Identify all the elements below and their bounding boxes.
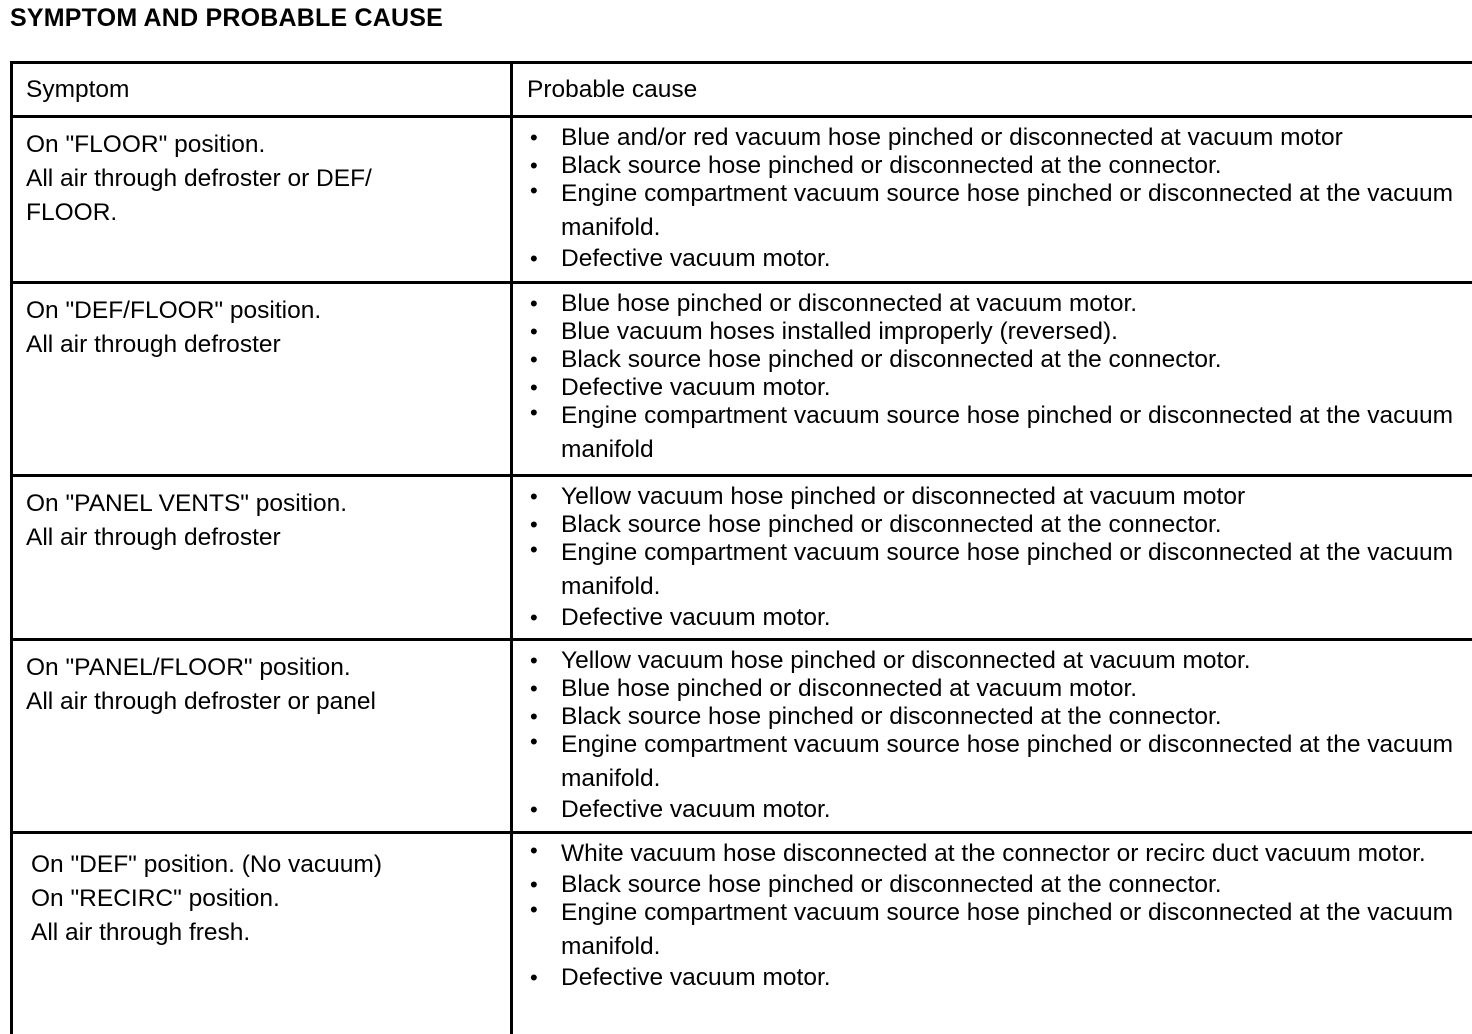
cause-list xyxy=(527,124,1472,273)
cause-item xyxy=(527,536,1472,604)
cause-text: Blue hose pinched or disconnected at vacuum motor. xyxy=(561,290,1138,317)
symptom-line: All air through defroster or DEF/ xyxy=(26,165,372,192)
symptom-line: On "DEF" position. (No vacuum) xyxy=(31,851,382,878)
symptom-cell xyxy=(13,477,513,638)
page-title: SYMPTOM AND PROBABLE CAUSE xyxy=(10,4,444,32)
bullet-icon: • xyxy=(530,512,538,537)
table-row xyxy=(13,118,1472,284)
cause-item xyxy=(527,675,1472,703)
bullet-icon: • xyxy=(530,704,538,729)
cause-list xyxy=(527,483,1472,632)
cause-cell xyxy=(513,477,1472,638)
cause-text: Engine compartment vacuum source hose pinched or disconnected at the vacuum manifold. xyxy=(561,899,1454,960)
bullet-icon: • xyxy=(530,897,538,922)
bullet-icon: • xyxy=(530,872,538,897)
bullet-icon: • xyxy=(530,291,538,316)
bullet-icon: • xyxy=(530,648,538,673)
symptom-line: All air through fresh. xyxy=(31,919,251,946)
bullet-icon: • xyxy=(530,605,538,630)
cause-text: Blue hose pinched or disconnected at vacuum motor. xyxy=(561,675,1138,702)
cause-text: Black source hose pinched or disconnected at the connector. xyxy=(561,152,1222,179)
cause-text: Black source hose pinched or disconnected at the connector. xyxy=(561,703,1222,730)
cause-text: Engine compartment vacuum source hose pinched or disconnected at the vacuum manifold. xyxy=(561,731,1454,792)
cause-text: Defective vacuum motor. xyxy=(561,796,831,823)
table-row xyxy=(13,477,1472,641)
cause-list xyxy=(527,837,1472,992)
cause-item xyxy=(527,871,1472,899)
bullet-icon: • xyxy=(530,400,538,425)
cause-list xyxy=(527,647,1472,824)
cause-item xyxy=(527,399,1472,467)
bullet-icon: • xyxy=(530,319,538,344)
bullet-icon: • xyxy=(530,797,538,822)
cause-cell xyxy=(513,834,1472,1034)
cause-text: White vacuum hose disconnected at the connector or recirc duct vacuum motor. xyxy=(561,840,1426,867)
cause-text: Engine compartment vacuum source hose pinched or disconnected at the vacuum manifold. xyxy=(561,539,1454,600)
symptom-cell xyxy=(13,834,513,1034)
bullet-icon: • xyxy=(530,246,538,271)
cause-item xyxy=(527,896,1472,964)
bullet-icon: • xyxy=(530,838,538,863)
cause-text: Blue and/or red vacuum hose pinched or disconnected at vacuum motor xyxy=(561,124,1343,151)
bullet-icon: • xyxy=(530,375,538,400)
cause-text: Defective vacuum motor. xyxy=(561,604,831,631)
cause-text: Yellow vacuum hose pinched or disconnected at vacuum motor. xyxy=(561,647,1251,674)
cause-text: Blue vacuum hoses installed improperly (reversed). xyxy=(561,318,1118,345)
bullet-icon: • xyxy=(530,125,538,150)
cause-text: Defective vacuum motor. xyxy=(561,374,831,401)
cause-cell xyxy=(513,641,1472,831)
cause-item xyxy=(527,483,1472,511)
symptom-line: All air through defroster or panel xyxy=(26,688,376,715)
cause-item xyxy=(527,604,1472,632)
symptom-line: On "PANEL/FLOOR" position. xyxy=(26,654,351,681)
symptom-cause-table xyxy=(10,61,1472,1034)
cause-item xyxy=(527,647,1472,675)
table-header-row xyxy=(13,64,1472,118)
cause-item xyxy=(527,318,1472,346)
bullet-icon: • xyxy=(530,178,538,203)
symptom-line: On "DEF/FLOOR" position. xyxy=(26,297,322,324)
cause-item xyxy=(527,796,1472,824)
cause-text: Defective vacuum motor. xyxy=(561,245,831,272)
cause-list xyxy=(527,290,1472,467)
cause-item xyxy=(527,511,1472,539)
cause-cell xyxy=(513,118,1472,281)
table-row xyxy=(13,641,1472,834)
cause-item xyxy=(527,290,1472,318)
symptom-line: On "FLOOR" position. xyxy=(26,131,266,158)
bullet-icon: • xyxy=(530,153,538,178)
cause-item xyxy=(527,245,1472,273)
bullet-icon: • xyxy=(530,537,538,562)
symptom-cell xyxy=(13,284,513,474)
bullet-icon: • xyxy=(530,965,538,990)
cause-item xyxy=(527,124,1472,152)
cause-cell xyxy=(513,284,1472,474)
symptom-line: On "PANEL VENTS" position. xyxy=(26,490,348,517)
bullet-icon: • xyxy=(530,484,538,509)
cause-item xyxy=(527,837,1472,871)
symptom-line: All air through defroster xyxy=(26,524,281,551)
cause-item xyxy=(527,703,1472,731)
cause-item xyxy=(527,964,1472,992)
symptom-cell xyxy=(13,641,513,831)
cause-item xyxy=(527,374,1472,402)
cause-item xyxy=(527,346,1472,374)
cause-text: Defective vacuum motor. xyxy=(561,964,831,991)
symptom-line: On "RECIRC" position. xyxy=(31,885,280,912)
bullet-icon: • xyxy=(530,729,538,754)
cause-item xyxy=(527,177,1472,245)
cause-text: Engine compartment vacuum source hose pinched or disconnected at the vacuum manifold. xyxy=(561,180,1454,241)
cause-item xyxy=(527,728,1472,796)
bullet-icon: • xyxy=(530,347,538,372)
bullet-icon: • xyxy=(530,676,538,701)
cause-text: Black source hose pinched or disconnected at the connector. xyxy=(561,346,1222,373)
cause-text: Black source hose pinched or disconnected at the connector. xyxy=(561,511,1222,538)
header-probable-cause: Probable cause xyxy=(527,76,698,103)
cause-text: Engine compartment vacuum source hose pinched or disconnected at the vacuum manifold xyxy=(561,402,1454,463)
symptom-line: FLOOR. xyxy=(26,199,118,226)
table-row xyxy=(13,284,1472,477)
cause-text: Black source hose pinched or disconnected at the connector. xyxy=(561,871,1222,898)
header-symptom: Symptom xyxy=(13,64,513,115)
symptom-cell xyxy=(13,118,513,281)
symptom-line: All air through defroster xyxy=(26,331,281,358)
cause-item xyxy=(527,152,1472,180)
table-row xyxy=(13,834,1472,1034)
cause-text: Yellow vacuum hose pinched or disconnected at vacuum motor xyxy=(561,483,1246,510)
